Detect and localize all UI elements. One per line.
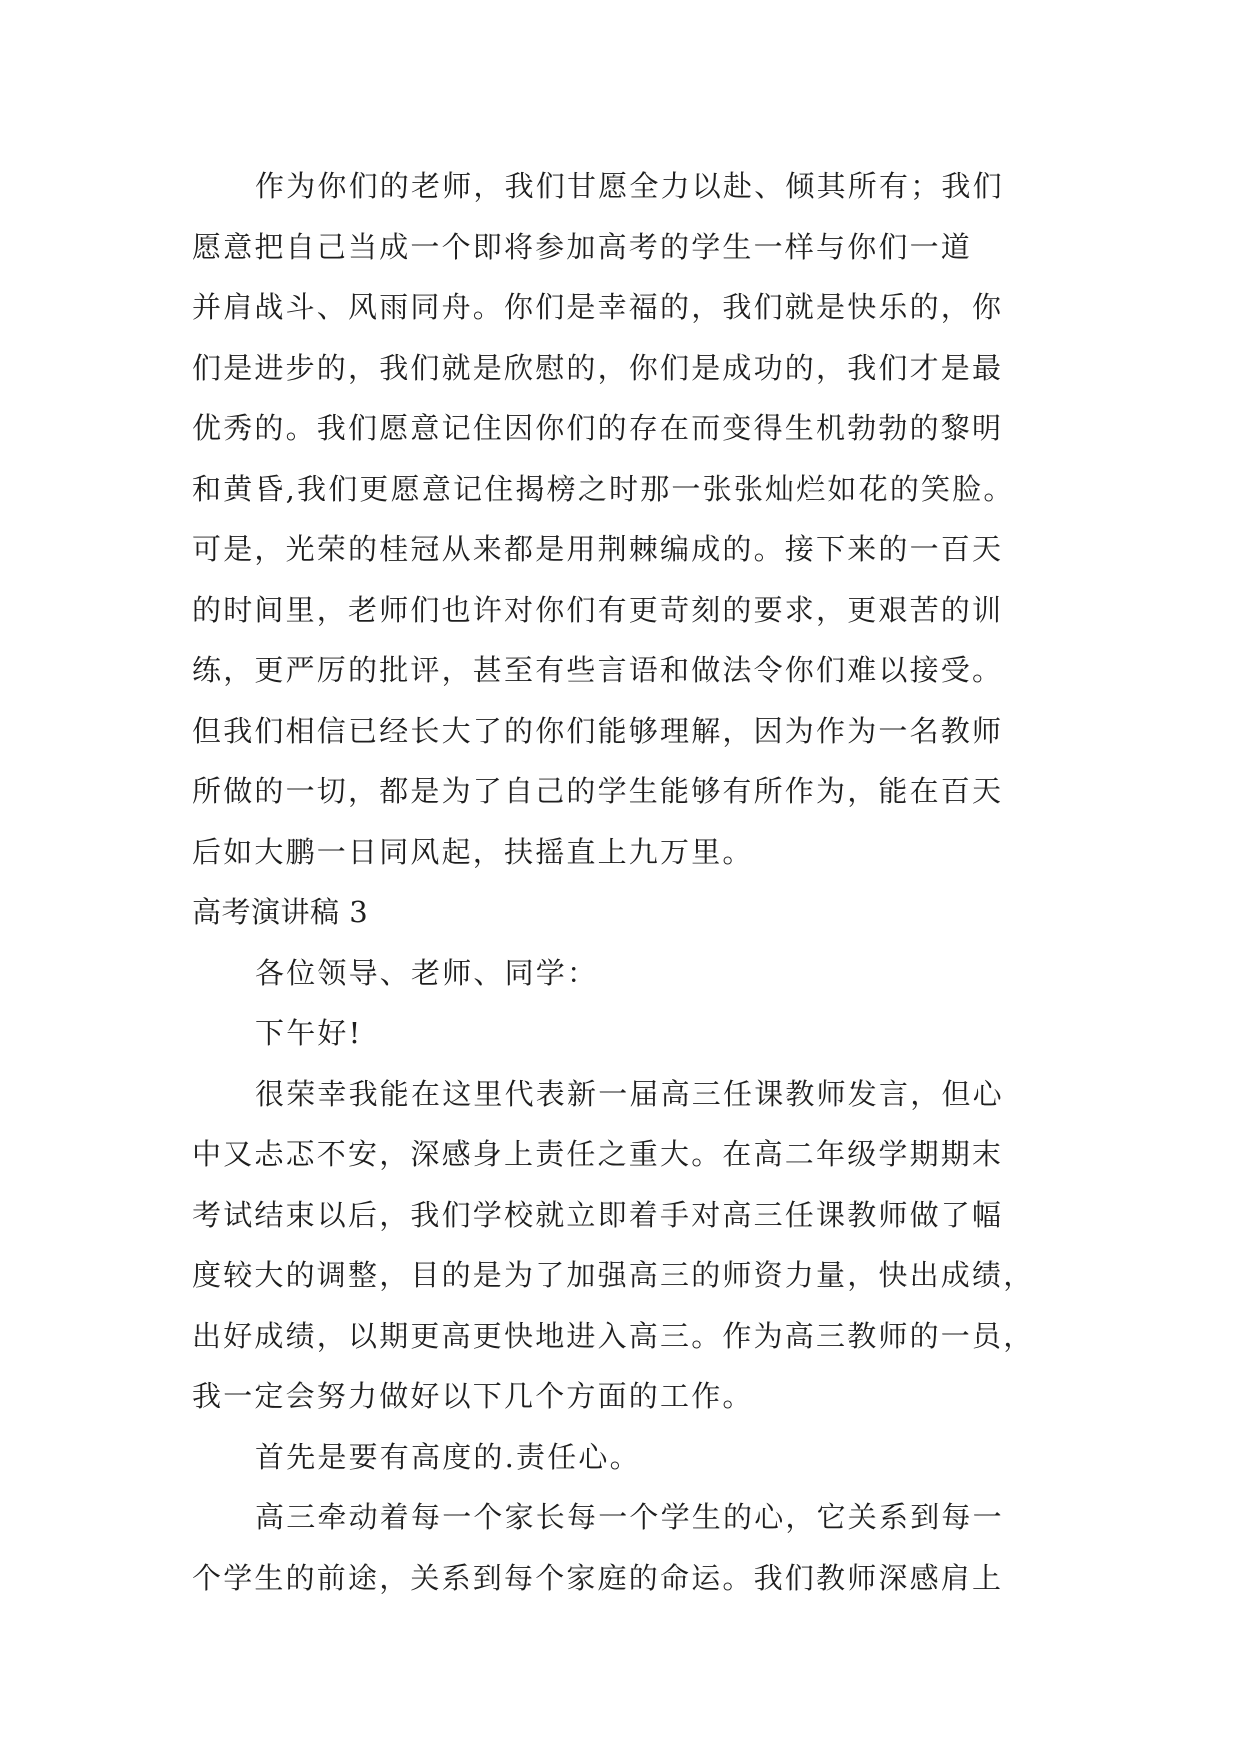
text-line: 愿意把自己当成一个即将参加高考的学生一样与你们一道 (192, 229, 973, 264)
text-line: 可是，光荣的桂冠从来都是用荆棘编成的。接下来的一百天 (192, 532, 1004, 566)
text-line: 高三牵动着每一个家长每一个学生的心，它关系到每一 (255, 1500, 1004, 1534)
greeting-line: 下午好! (255, 1016, 363, 1050)
text-line: 个学生的前途，关系到每个家庭的命运。我们教师深感肩上 (192, 1560, 1004, 1595)
text-line: 很荣幸我能在这里代表新一届高三任课教师发言，但心 (255, 1076, 1004, 1111)
text-line: 我一定会努力做好以下几个方面的工作。 (192, 1379, 754, 1413)
text-line: 所做的一切，都是为了自己的学生能够有所作为，能在百天 (192, 774, 1004, 808)
text-line: 考试结束以后，我们学校就立即着手对高三任课教师做了幅 (192, 1197, 1004, 1232)
text-line: 但我们相信已经长大了的你们能够理解，因为作为一名教师 (192, 713, 1004, 748)
text-line: 首先是要有高度的.责任心。 (255, 1439, 641, 1474)
text-line: 练，更严厉的批评，甚至有些言语和做法令你们难以接受。 (192, 653, 1004, 687)
text-line: 度较大的调整，目的是为了加强高三的师资力量，快出成绩， (192, 1258, 1035, 1292)
text-line: 中又忐忑不安，深感身上责任之重大。在高二年级学期期末 (192, 1137, 1004, 1171)
text-line: 出好成绩，以期更高更快地进入高三。作为高三教师的一员， (192, 1318, 1035, 1353)
salutation-line: 各位领导、老师、同学： (255, 955, 599, 990)
section-heading: 高考演讲稿 3 (192, 895, 369, 929)
text-line: 们是进步的，我们就是欣慰的，你们是成功的，我们才是最 (192, 350, 1004, 385)
text-line: 和黄昏,我们更愿意记住揭榜之时那一张张灿烂如花的笑脸。 (192, 471, 1015, 506)
text-line: 的时间里，老师们也许对你们有更苛刻的要求，更艰苦的训 (192, 592, 1004, 627)
text-line: 优秀的。我们愿意记住因你们的存在而变得生机勃勃的黎明 (192, 411, 1004, 445)
document-body (192, 156, 1062, 1608)
text-line: 并肩战斗、风雨同舟。你们是幸福的，我们就是快乐的，你 (192, 290, 1004, 324)
text-line: 后如大鹏一日同风起，扶摇直上九万里。 (192, 834, 754, 869)
text-line: 作为你们的老师，我们甘愿全力以赴、倾其所有；我们 (255, 169, 1004, 203)
